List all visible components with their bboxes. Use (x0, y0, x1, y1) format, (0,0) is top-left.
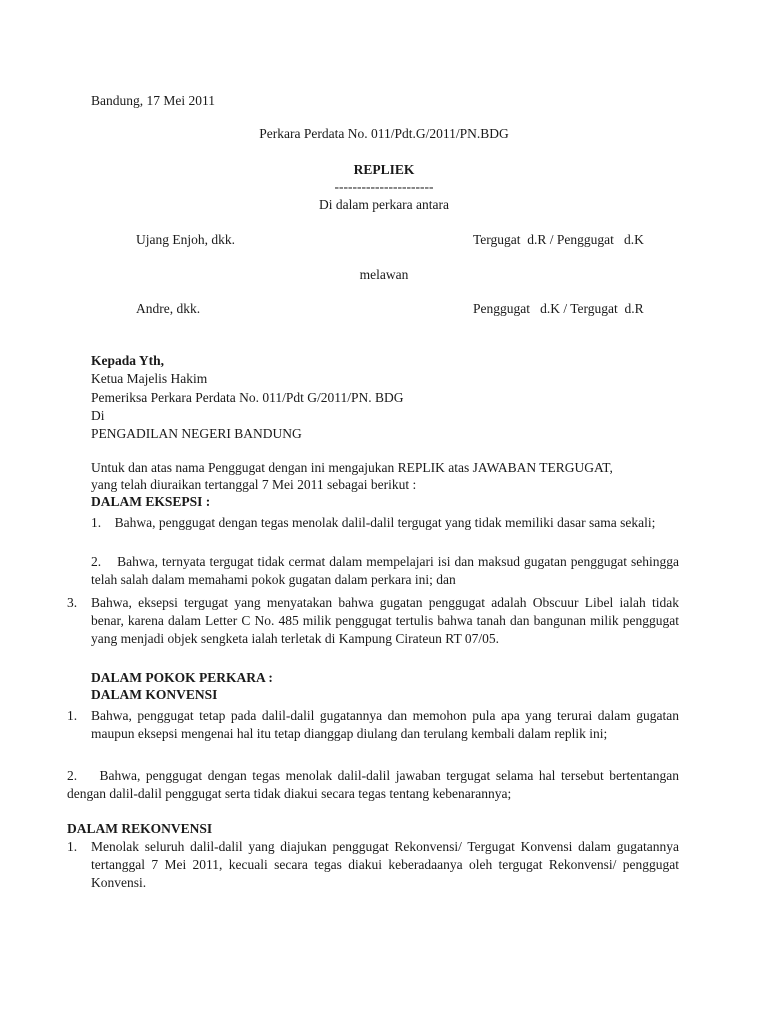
document-subtitle: Di dalam perkara antara (318, 197, 450, 212)
party2-role: Penggugat d.K / Tergugat d.R (473, 301, 644, 316)
list-item-number: 1. (67, 708, 78, 723)
pokok-perkara-heading: DALAM POKOK PERKARA : (91, 670, 273, 685)
list-item-content: Bahwa, ternyata tergugat tidak cermat dalam mempelajari isi dan maksud gugatan penggugat sehingga telah salah dalam memahami pokok gugatan dalam perkara ini; dan (91, 554, 679, 587)
versus-label: melawan (359, 267, 409, 282)
list-item-content: Bahwa, penggugat dengan tegas menolak dalil-dalil tergugat yang tidak memiliki dasar sama sekali; (114, 515, 656, 530)
place-date: Bandung, 17 Mei 2011 (91, 93, 215, 108)
list-item-number: 2. (91, 554, 102, 569)
rekonvensi-heading: DALAM REKONVENSI (67, 821, 213, 836)
list-item-content: Menolak seluruh dalil-dalil yang diajukan penggugat Rekonvensi/ Tergugat Konvensi dalam gugatannya tertanggal 7 Mei 2011, kecuali secara tegas diakui keberadaanya oleh tergugat Rekonvensi/ penggugat Konvensi. (91, 839, 679, 890)
title-divider: ---------------------- (334, 179, 434, 194)
list-item-number: 1. (67, 839, 78, 854)
list-item-text (91, 514, 679, 532)
document-title: REPLIEK (353, 162, 415, 177)
case-reference: Perkara Perdata No. 011/Pdt.G/2011/PN.BDG (259, 126, 509, 141)
intro-line-2: yang telah diuraikan tertanggal 7 Mei 2011 sebagai berikut : (91, 477, 417, 492)
list-item-number: 2. (67, 768, 78, 783)
party1-name: Ujang Enjoh, dkk. (136, 232, 235, 247)
addressee-line-1: Ketua Majelis Hakim (91, 371, 208, 386)
salutation: Kepada Yth, (91, 353, 165, 368)
list-item-content: Bahwa, penggugat tetap pada dalil-dalil gugatannya dan memohon pula apa yang terurai dalam gugatan maupun eksepsi mengenai hal itu tetap dianggap diulang dan terulang kembali dalam replik ini; (91, 708, 679, 741)
list-item-text (67, 767, 679, 803)
party2-name: Andre, dkk. (136, 301, 201, 316)
addressee-line-4: PENGADILAN NEGERI BANDUNG (91, 426, 302, 441)
list-item-content: Bahwa, penggugat dengan tegas menolak dalil-dalil jawaban tergugat selama hal tersebut bertentangan dengan dalil-dalil penggugat serta tidak diakui secara tegas tentang kebenarannya; (67, 768, 679, 801)
list-item-number: 1. (91, 515, 102, 530)
list-item-text (91, 553, 679, 589)
intro-line-1: Untuk dan atas nama Penggugat dengan ini mengajukan REPLIK atas JAWABAN TERGUGAT, (91, 460, 613, 475)
addressee-line-3: Di (91, 408, 105, 423)
addressee-line-2: Pemeriksa Perkara Perdata No. 011/Pdt G/2011/PN. BDG (91, 390, 404, 405)
konvensi-heading: DALAM KONVENSI (91, 687, 218, 702)
eksepsi-heading: DALAM EKSEPSI : (91, 494, 211, 509)
list-item-number: 3. (67, 595, 78, 610)
list-item-content: Bahwa, eksepsi tergugat yang menyatakan bahwa gugatan penggugat adalah Obscuur Libel ialah tidak benar, karena dalam Letter C No. 485 milik penggugat tertulis bahwa tanah dan bangunan milik penggugat yang menjadi objek sengketa ialah terletak di Kampung Cirateun RT 07/05. (91, 595, 679, 646)
party1-role: Tergugat d.R / Penggugat d.K (473, 232, 644, 247)
